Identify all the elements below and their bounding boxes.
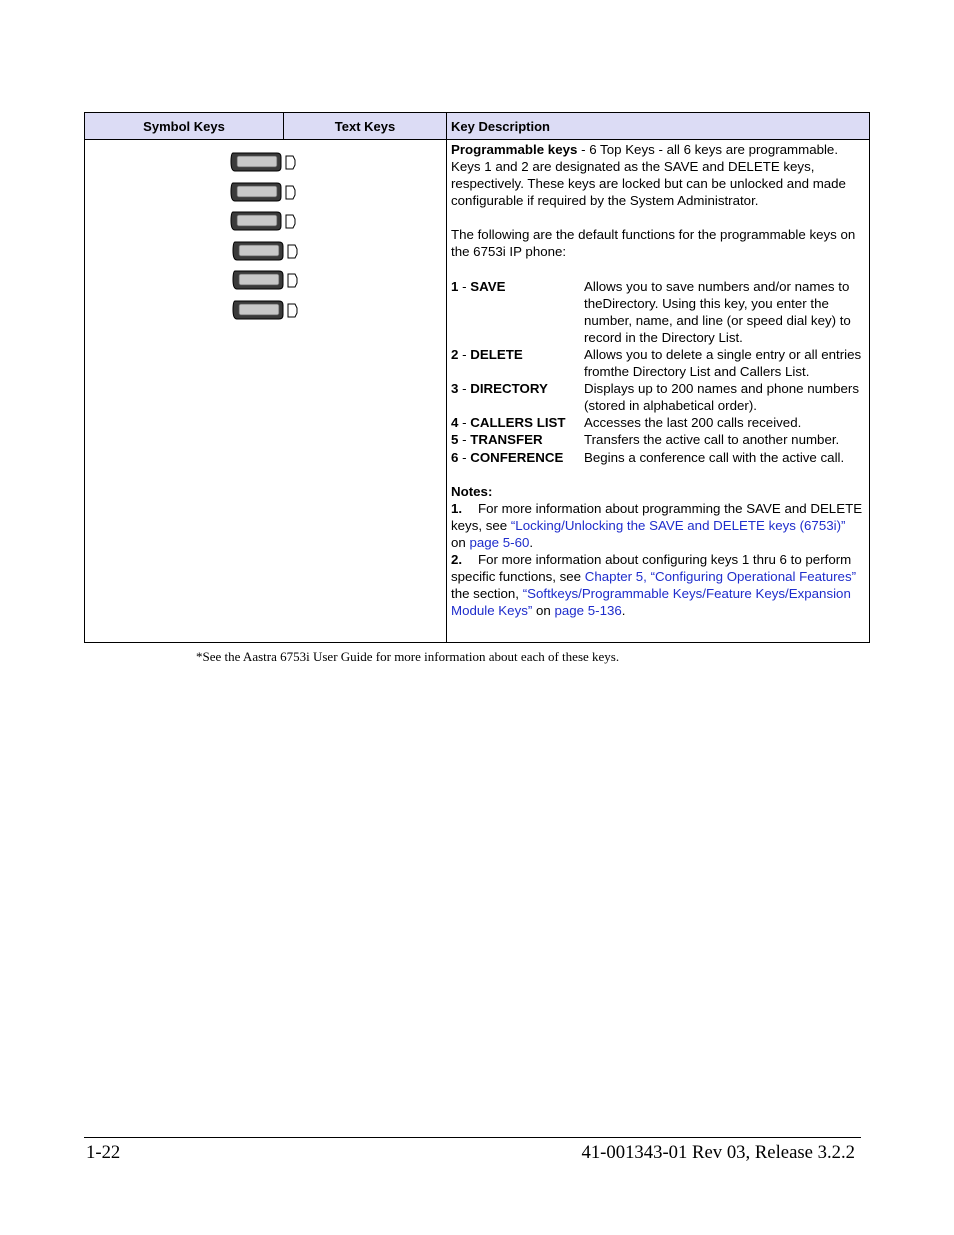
- key-separator: -: [458, 346, 471, 362]
- key-function-label: [451, 380, 584, 414]
- key-number: 3: [451, 381, 459, 397]
- key-function-row: [451, 278, 863, 346]
- note-1-text: For more information about programming the SAVE and DELETE keys, see: [451, 500, 863, 533]
- key-name: DELETE: [470, 346, 523, 362]
- page-number: 1-22: [86, 1142, 121, 1163]
- key-description-cell: [447, 140, 870, 643]
- note-1: [451, 500, 863, 551]
- table-header-row: [85, 113, 870, 140]
- programmable-key-icon: [229, 268, 309, 292]
- header-text-keys: Text Keys: [284, 113, 447, 140]
- header-symbol-keys: Symbol Keys: [85, 113, 284, 140]
- document-id: 41-001343-01 Rev 03, Release 3.2.2: [581, 1142, 855, 1163]
- key-number: 2: [451, 346, 459, 362]
- key-number: 1: [451, 278, 459, 294]
- intro-text: - 6 Top Keys - all 6 keys are programmable. Keys 1 and 2 are designated as the SAVE and DELETE keys, respectively. These keys are locked but can be unlocked and made configurable if required by the System Administrator.: [451, 142, 846, 209]
- footnote: *See the Aastra 6753i User Guide for more information about each of these keys.: [196, 649, 620, 664]
- key-function-row: [451, 449, 863, 466]
- note-2-text-on: on: [532, 603, 555, 619]
- programmable-keys-illustration: [229, 150, 309, 327]
- key-function-description: Transfers the active call to another number.: [584, 432, 840, 448]
- key-separator: -: [458, 432, 471, 448]
- programmable-key-icon: [229, 209, 309, 233]
- key-function-row: [451, 346, 863, 380]
- notes-label: Notes:: [451, 483, 493, 499]
- intro-bold: Programmable keys: [451, 142, 578, 157]
- defaults-paragraph: The following are the default functions for the programmable keys on the 6753i IP phone:: [451, 227, 856, 260]
- key-separator: -: [458, 449, 471, 465]
- key-name: DIRECTORY: [470, 381, 548, 397]
- note-2-period: .: [621, 603, 626, 619]
- note-1-text-on: on: [451, 534, 470, 550]
- key-name: CONFERENCE: [470, 449, 564, 465]
- key-function-label: [451, 431, 584, 448]
- softkeys-section-link[interactable]: “Softkeys/Programmable Keys/Feature Keys/Expansion Module Keys”: [451, 586, 851, 619]
- note-2-number: 2.: [451, 551, 463, 567]
- key-name: TRANSFER: [470, 432, 543, 448]
- key-function-description: Accesses the last 200 calls received.: [584, 415, 802, 431]
- symbol-keys-cell: [85, 140, 447, 643]
- key-function-label: [451, 346, 584, 380]
- page-5-136-link[interactable]: page 5-136: [554, 603, 622, 619]
- key-function-description: Allows you to save numbers and/or names to theDirectory. Using this key, you enter the number, name, and line (or speed dial key) to record in the Directory List.: [584, 278, 851, 345]
- key-function-description: Allows you to delete a single entry or all entries fromthe Directory List and Callers List.: [584, 346, 862, 380]
- key-function-label: [451, 449, 584, 466]
- intro-paragraph: [451, 141, 863, 209]
- key-separator: -: [458, 278, 471, 294]
- chapter-5-link[interactable]: Chapter 5, “Configuring Operational Features”: [584, 569, 857, 585]
- key-function-description: Displays up to 200 names and phone numbers (stored in alphabetical order).: [584, 381, 859, 414]
- key-separator: -: [458, 381, 471, 397]
- programmable-key-icon: [229, 239, 309, 263]
- programmable-key-icon: [229, 150, 309, 174]
- key-function-label: [451, 278, 584, 346]
- key-function-label: [451, 414, 584, 431]
- key-function-row: [451, 431, 863, 448]
- key-name: CALLERS LIST: [470, 415, 566, 431]
- key-function-list: [451, 278, 863, 466]
- key-function-description: Begins a conference call with the active call.: [584, 449, 845, 465]
- note-2-text: For more information about configuring keys 1 thru 6 to perform specific functions, see: [451, 551, 852, 585]
- key-function-row: [451, 380, 863, 414]
- key-separator: -: [458, 415, 471, 431]
- note-2-text-section: the section,: [451, 586, 523, 602]
- key-table: [84, 112, 870, 643]
- note-1-period: .: [529, 534, 534, 550]
- page-5-60-link[interactable]: page 5-60: [469, 534, 530, 550]
- locking-unlocking-link[interactable]: “Locking/Unlocking the SAVE and DELETE keys (6753i)”: [510, 517, 846, 533]
- programmable-key-icon: [229, 298, 309, 322]
- note-2: [451, 551, 863, 619]
- key-number: 5: [451, 432, 459, 448]
- footer-rule: [84, 1137, 861, 1138]
- header-key-description: Key Description: [447, 113, 870, 140]
- key-name: SAVE: [470, 278, 506, 294]
- key-function-row: [451, 414, 863, 431]
- key-number: 4: [451, 415, 459, 431]
- note-1-number: 1.: [451, 500, 463, 516]
- table-row: [85, 140, 870, 643]
- programmable-key-icon: [229, 180, 309, 204]
- key-number: 6: [451, 449, 459, 465]
